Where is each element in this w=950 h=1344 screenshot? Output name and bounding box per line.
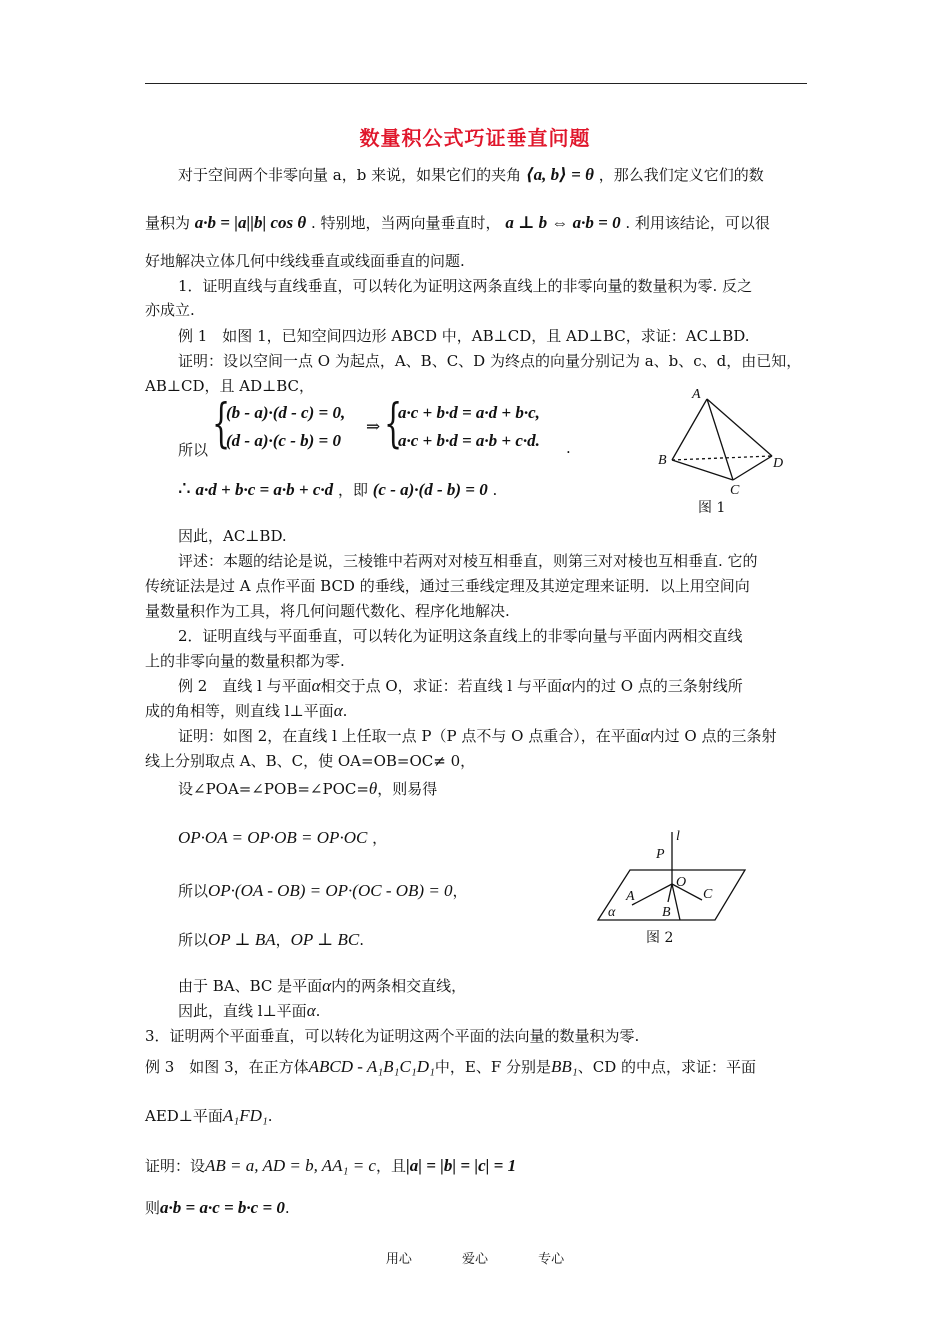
- text: 内的两条相交直线，: [331, 977, 467, 995]
- ex1-so: 所以: [178, 441, 209, 459]
- intro-line-1: [178, 164, 764, 186]
- ex1-proof-2: AB⊥CD，且 AD⊥BC，: [145, 377, 314, 395]
- fig2-label-p: P: [656, 847, 665, 862]
- ex2-eq3: OP ⊥ BA: [208, 930, 276, 949]
- edge-bb1: BB₁: [551, 1057, 578, 1076]
- ex2-eq1: OP·OA = OP·OB = OP·OC: [178, 828, 368, 847]
- text: 所以: [178, 931, 209, 949]
- intro-line-2: [145, 212, 770, 234]
- ex1-eq1: (b - a)·(d - c) = 0,: [226, 403, 346, 422]
- alpha: α: [311, 676, 321, 695]
- text: 因此，直线 l⊥平面: [178, 1002, 307, 1020]
- ex2-final-1: [178, 975, 466, 997]
- alpha: α: [640, 726, 650, 745]
- ex1-end: .: [492, 481, 498, 499]
- intro-text: ，那么我们定义它们的数: [598, 166, 764, 184]
- fig1-label-d: D: [773, 456, 784, 471]
- ex3-eq2: |a| = |b| = |c| = 1: [406, 1156, 517, 1175]
- intro-text: 量积为: [145, 214, 191, 232]
- figure-1-tetrahedron: [650, 384, 800, 519]
- text: .: [359, 931, 365, 949]
- therefore-symbol: ∴: [178, 478, 191, 500]
- ex3-statement-1: [145, 1056, 756, 1078]
- fig2-label-b: B: [662, 905, 671, 920]
- text: 由于 BA、BC 是平面: [178, 977, 323, 995]
- dot-product-formula: a·b = |a||b| cos θ: [194, 213, 307, 232]
- text: 设∠POA=∠POB=∠POC=: [178, 780, 369, 798]
- ex1-comment-1: 评述：本题的结论是说，三棱锥中若两对对棱互相垂直，则第三对对棱也互相垂直. 它的: [178, 552, 758, 570]
- text: ，: [275, 931, 291, 949]
- ex2-proof-3: [178, 778, 437, 800]
- text: 中，E、F 分别是: [434, 1058, 552, 1076]
- sec1-line-1: 1．证明直线与直线垂直，可以转化为证明这两条直线上的非零向量的数量积为零. 反之: [178, 277, 753, 295]
- fig2-caption: 图 2: [646, 930, 674, 946]
- text: .: [315, 1002, 321, 1020]
- fig2-label-c: C: [703, 887, 713, 902]
- alpha: α: [562, 676, 571, 695]
- header-rule: [145, 83, 807, 84]
- fig2-label-o: O: [676, 875, 687, 890]
- text: 例 2 直线 l 与平面: [178, 677, 312, 695]
- intro-line-3: 好地解决立体几何中线线垂直或线面垂直的问题.: [145, 252, 465, 270]
- page-title: 数量积公式巧证垂直问题: [359, 126, 591, 150]
- ex3-proof-1: [145, 1155, 516, 1177]
- footer-item: 爱心: [461, 1252, 488, 1267]
- ex2-statement-2: [145, 700, 347, 722]
- footer-item: 用心: [385, 1252, 412, 1267]
- alpha: α: [322, 976, 332, 995]
- fig2-label-alpha: α: [608, 905, 616, 920]
- ex1-eq3: a·c + b·d = a·d + b·c,: [398, 403, 540, 422]
- intro-text: . 特别地，当两向量垂直时，: [310, 214, 501, 232]
- sec1-line-2: 亦成立.: [145, 301, 195, 319]
- fig1-caption: 图 1: [698, 500, 726, 516]
- fig2-label-l: l: [676, 829, 680, 844]
- text: ，则易得: [377, 780, 438, 798]
- text: ，且: [375, 1157, 406, 1175]
- footer-item: 专心: [538, 1252, 565, 1267]
- ex2-eq1-line: [178, 827, 387, 849]
- implies-symbol: ⇒: [366, 417, 381, 436]
- sec2-line-2: 上的非零向量的数量积都为零.: [145, 652, 345, 670]
- ex2-eq2: OP·(OA - OB) = OP·(OC - OB) = 0: [208, 881, 453, 900]
- ex1-ji: ，即: [337, 481, 368, 499]
- ex3-eq3: a·b = a·c = b·c = 0: [160, 1198, 285, 1217]
- text: 证明：如图 2，在直线 l 上任取一点 P（P 点不与 O 点重合），在平面: [178, 727, 641, 745]
- text: 所以: [178, 882, 209, 900]
- cube-name: ABCD - A₁B₁C₁D₁: [308, 1057, 435, 1076]
- text: ，: [372, 829, 388, 847]
- text: .: [284, 1199, 290, 1217]
- ex1-eq4: a·c + b·d = a·b + c·d.: [398, 431, 540, 450]
- ex1-comment-2: 传统证法是过 A 点作平面 BCD 的垂线，通过三垂线定理及其逆定理来证明．以上用空间向: [145, 577, 750, 595]
- ex2-eq4: OP ⊥ BC: [290, 930, 360, 949]
- text: .: [267, 1107, 273, 1125]
- intro-text: 对于空间两个非零向量 a，b 来说，如果它们的夹角: [178, 166, 522, 184]
- text: 例 3 如图 3，在正方体: [145, 1058, 309, 1076]
- ex1-therefore-line: [178, 478, 497, 501]
- ex1-eq5: a·d + b·c = a·b + c·d: [195, 480, 334, 499]
- fig2-label-a: A: [626, 889, 635, 904]
- alpha: α: [306, 1001, 316, 1020]
- left-brace-1: {: [212, 394, 231, 454]
- ex1-hence: 因此，AC⊥BD.: [178, 527, 287, 545]
- ex2-proof-1: [178, 725, 776, 747]
- plane-a1fd1: A₁FD₁: [222, 1106, 268, 1125]
- text: 内过 O 点的三条射: [649, 727, 777, 745]
- text: AED⊥平面: [145, 1107, 223, 1125]
- text: 证明：设: [145, 1157, 206, 1175]
- ex1-eq6: (c - a)·(d - b) = 0: [372, 480, 488, 499]
- text: ，: [452, 882, 468, 900]
- figure-2-plane: [590, 824, 760, 952]
- ex2-proof-2: 线上分别取点 A、B、C，使 OA=OB=OC≠ 0，: [145, 752, 476, 770]
- ex1-statement: 例 1 如图 1，已知空间四边形 ABCD 中，AB⊥CD，且 AD⊥BC，求证：AC⊥BD.: [178, 327, 750, 345]
- ex2-eq2-line: [178, 880, 468, 902]
- text: .: [342, 702, 348, 720]
- text: 内的过 O 点的三条射线所: [570, 677, 743, 695]
- angle-formula: ⟨a, b⟩ = θ: [525, 165, 594, 184]
- text: 、CD 的中点，求证：平面: [577, 1058, 756, 1076]
- theta: θ: [368, 779, 378, 798]
- ex1-proof-1: 证明：设以空间一点 O 为起点，A、B、C、D 为终点的向量分别记为 a、b、c、d，由已知，: [178, 352, 802, 370]
- ex2-statement-1: [178, 675, 743, 697]
- text: 相交于点 O，求证：若直线 l 与平面: [320, 677, 562, 695]
- intro-text: . 利用该结论，可以很: [625, 214, 770, 232]
- fig1-label-a: A: [692, 387, 701, 402]
- left-brace-2: {: [384, 394, 403, 454]
- ex3-statement-2: [145, 1105, 273, 1127]
- ex3-eq1: AB = a, AD = b, AA₁ = c: [205, 1156, 376, 1175]
- ex1-eq2: (d - a)·(c - b) = 0: [226, 431, 341, 450]
- text: 则: [145, 1199, 161, 1217]
- ex1-comment-3: 量数量积作为工具，将几何问题代数化、程序化地解决.: [145, 602, 510, 620]
- ex2-final-2: [178, 1000, 320, 1022]
- sec2-line-1: 2．证明直线与平面垂直，可以转化为证明这条直线上的非零向量与平面内两相交直线: [178, 627, 743, 645]
- text: 成的角相等，则直线 l⊥平面: [145, 702, 334, 720]
- fig1-label-b: B: [658, 453, 667, 468]
- fig1-label-c: C: [730, 483, 740, 498]
- ex3-proof-2: [145, 1197, 290, 1219]
- ex2-eq3-line: [178, 929, 364, 951]
- sec3-line-1: 3．证明两个平面垂直，可以转化为证明这两个平面的法向量的数量积为零.: [145, 1027, 640, 1045]
- alpha: α: [333, 701, 343, 720]
- perpendicular-formula: a ⊥ b ⇔ a·b = 0: [505, 213, 621, 232]
- ex1-dot: .: [566, 439, 571, 457]
- page-footer: [0, 1248, 950, 1267]
